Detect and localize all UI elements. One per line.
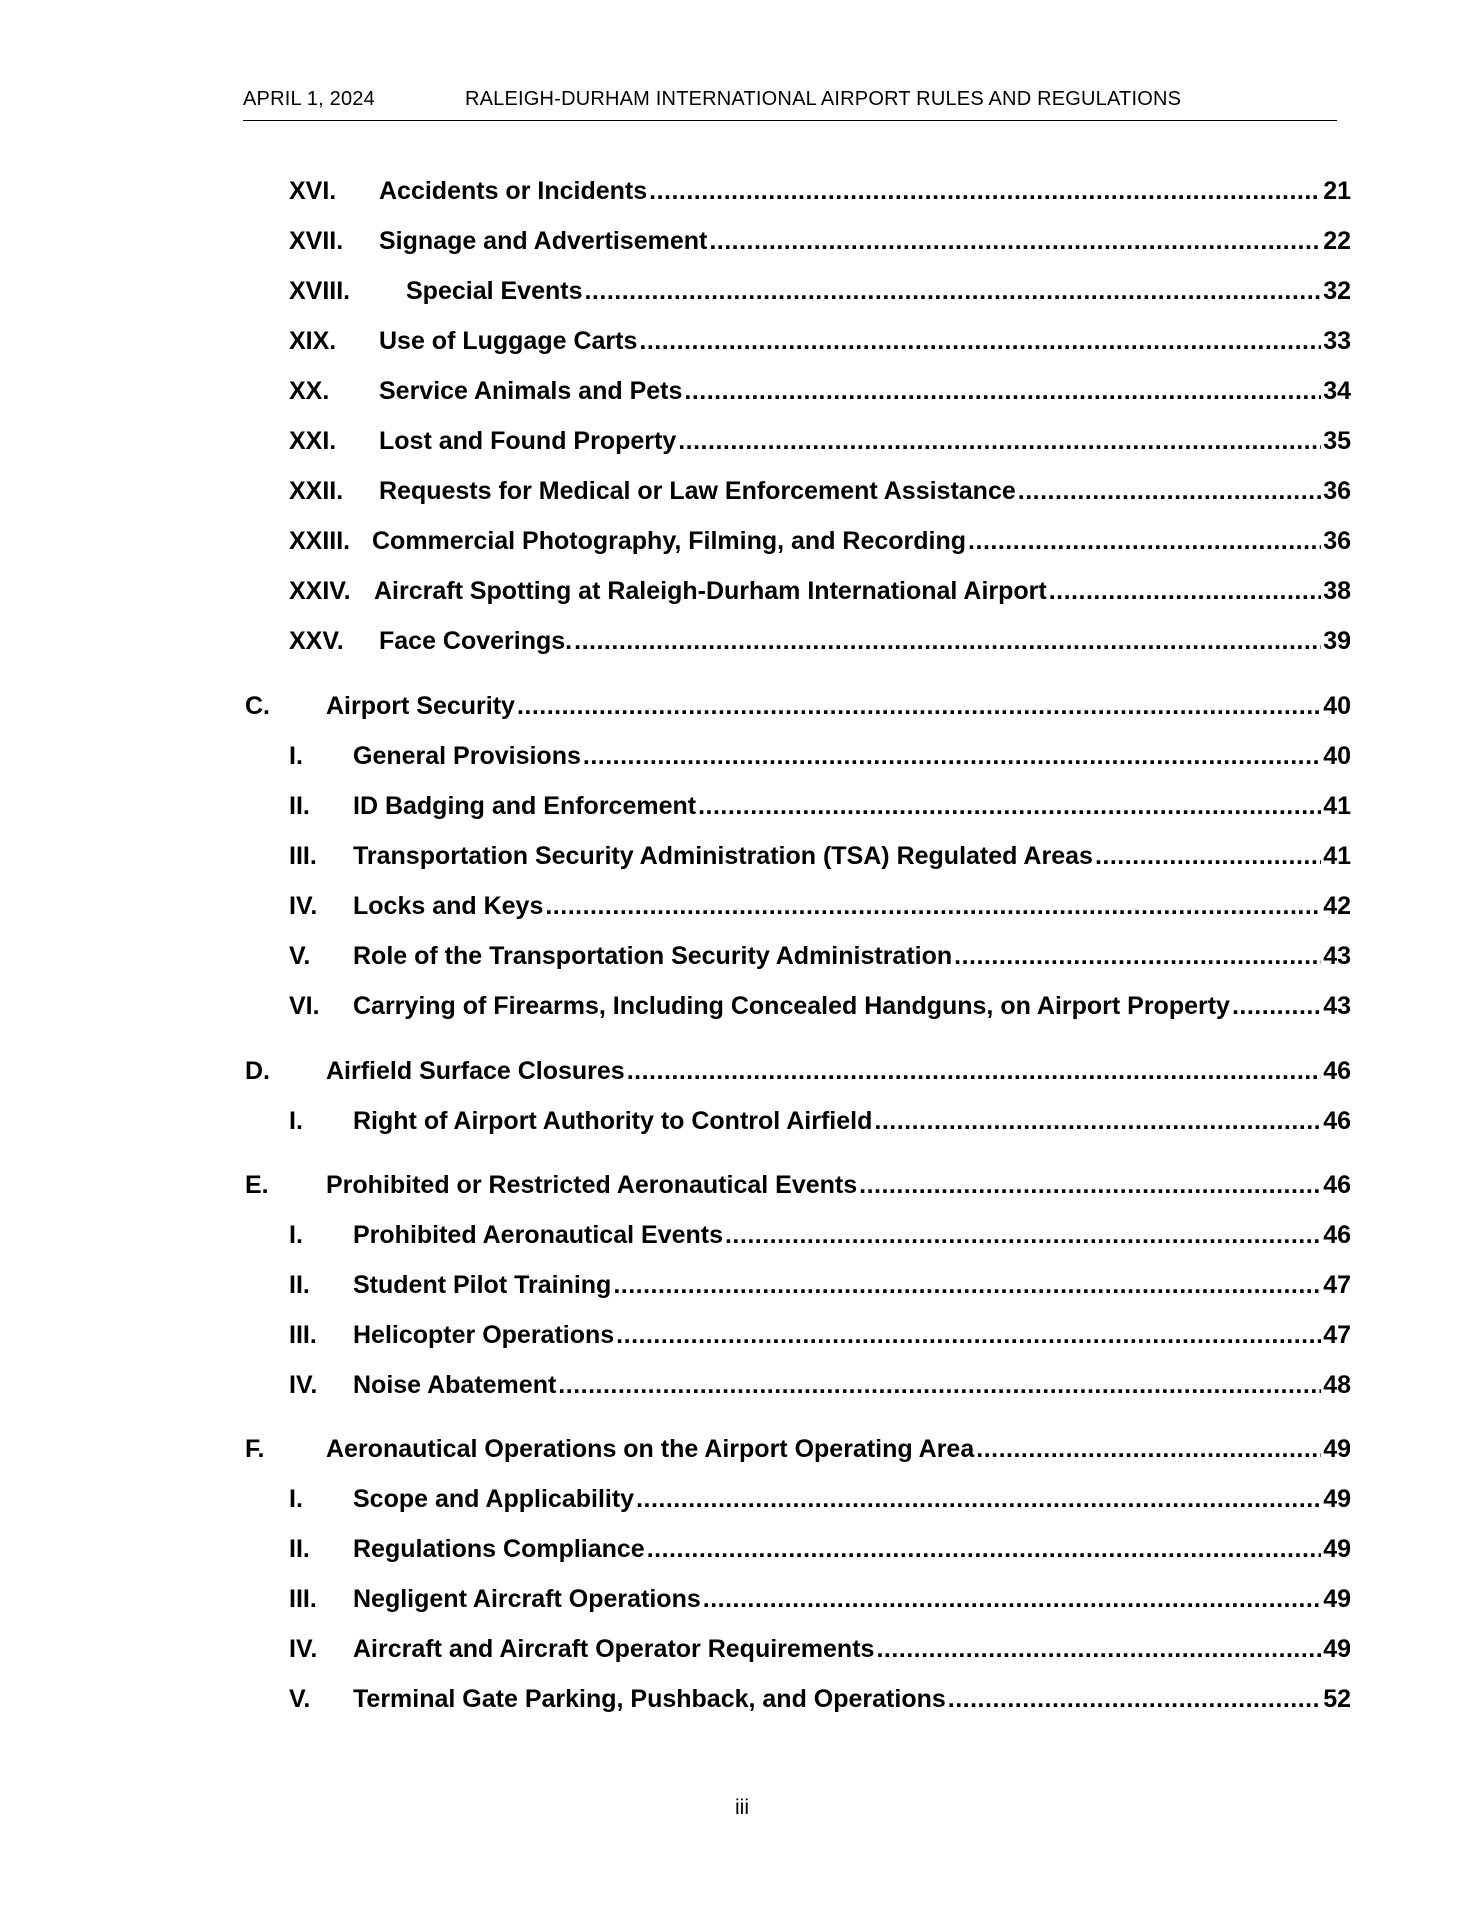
toc-section-page: 46 bbox=[1323, 1057, 1351, 1085]
toc-entry[interactable] bbox=[289, 842, 1351, 876]
dot-leader bbox=[725, 1221, 1321, 1250]
toc-entry-label: Signage and Advertisement bbox=[379, 227, 708, 255]
toc-entry[interactable] bbox=[289, 427, 1351, 461]
toc-section-letter: E. bbox=[245, 1171, 269, 1199]
dot-leader bbox=[616, 1321, 1321, 1350]
dot-leader bbox=[698, 792, 1321, 821]
dot-leader bbox=[976, 1435, 1321, 1464]
toc-entry[interactable] bbox=[289, 277, 1351, 311]
toc-entry-label: Aircraft Spotting at Raleigh-Durham International Airport bbox=[374, 577, 1047, 605]
toc-entry-label: Role of the Transportation Security Administration bbox=[353, 942, 953, 970]
dot-leader bbox=[1018, 477, 1321, 506]
toc-entry-label: Aircraft and Aircraft Operator Requirements bbox=[353, 1635, 875, 1663]
toc-entry-label: Scope and Applicability bbox=[353, 1485, 635, 1513]
dot-leader bbox=[709, 227, 1321, 256]
toc-entry-number: V. bbox=[289, 942, 311, 970]
toc-entry-page: 42 bbox=[1323, 892, 1351, 920]
toc-entry-label: Lost and Found Property bbox=[379, 427, 677, 455]
toc-entry-label: Locks and Keys bbox=[353, 892, 544, 920]
header-date: APRIL 1, 2024 bbox=[243, 88, 375, 110]
toc-entry-label: Helicopter Operations bbox=[353, 1321, 615, 1349]
toc-entry[interactable] bbox=[289, 377, 1351, 411]
toc-section-label: Airport Security bbox=[326, 692, 515, 720]
toc-section-page: 40 bbox=[1323, 692, 1351, 720]
toc-entry-page: 47 bbox=[1323, 1321, 1351, 1349]
toc-entry-number: VI. bbox=[289, 992, 320, 1020]
toc-entry-number: II. bbox=[289, 792, 310, 820]
header-title: RALEIGH-DURHAM INTERNATIONAL AIRPORT RULES AND REGULATIONS bbox=[465, 88, 1182, 110]
toc-entry-page: 21 bbox=[1323, 177, 1351, 205]
toc-section-f[interactable] bbox=[245, 1435, 1351, 1469]
toc-entry-label: Negligent Aircraft Operations bbox=[353, 1585, 701, 1613]
toc-entry-page: 49 bbox=[1323, 1535, 1351, 1563]
toc-entry-label: Right of Airport Authority to Control Airfield bbox=[353, 1107, 873, 1135]
toc-entry-label: Regulations Compliance bbox=[353, 1535, 645, 1563]
toc-entry-label: Student Pilot Training bbox=[353, 1271, 612, 1299]
toc-entry[interactable] bbox=[289, 577, 1351, 611]
toc-entry[interactable] bbox=[289, 942, 1351, 976]
dot-leader bbox=[1232, 992, 1321, 1021]
toc-entry[interactable] bbox=[289, 1585, 1351, 1619]
page-header bbox=[243, 86, 1337, 121]
toc-entry-page: 41 bbox=[1323, 792, 1351, 820]
toc-entry-number: II. bbox=[289, 1271, 310, 1299]
toc-section-letter: C. bbox=[245, 692, 270, 720]
toc-section-label: Prohibited or Restricted Aeronautical Events bbox=[326, 1171, 858, 1199]
toc-entry[interactable] bbox=[289, 1321, 1351, 1355]
toc-entry[interactable] bbox=[289, 1485, 1351, 1519]
dot-leader bbox=[584, 277, 1321, 306]
toc-entry-page: 39 bbox=[1323, 627, 1351, 655]
toc-entry-number: I. bbox=[289, 1221, 303, 1249]
toc-entry-page: 46 bbox=[1323, 1107, 1351, 1135]
toc-entry-page: 49 bbox=[1323, 1635, 1351, 1663]
toc-section-label: Aeronautical Operations on the Airport Operating Area bbox=[326, 1435, 975, 1463]
dot-leader bbox=[545, 892, 1321, 921]
toc-entry-number: I. bbox=[289, 1485, 303, 1513]
dot-leader bbox=[1095, 842, 1321, 871]
toc-entry-number: IV. bbox=[289, 1371, 318, 1399]
toc-entry-number: XXIII. bbox=[289, 527, 351, 555]
toc-entry-page: 43 bbox=[1323, 992, 1351, 1020]
dot-leader bbox=[639, 327, 1321, 356]
toc-entry-page: 52 bbox=[1323, 1685, 1351, 1713]
dot-leader bbox=[517, 692, 1321, 721]
dot-leader bbox=[1049, 577, 1321, 606]
toc-entry-label: Noise Abatement bbox=[353, 1371, 557, 1399]
toc-entry-number: XX. bbox=[289, 377, 330, 405]
toc-entry-page: 35 bbox=[1323, 427, 1351, 455]
dot-leader bbox=[574, 627, 1321, 656]
dot-leader bbox=[876, 1635, 1321, 1664]
toc-entry-page: 49 bbox=[1323, 1585, 1351, 1613]
dot-leader bbox=[647, 1535, 1321, 1564]
toc-entry-page: 48 bbox=[1323, 1371, 1351, 1399]
toc-entry-page: 43 bbox=[1323, 942, 1351, 970]
toc-entry-number: XXV. bbox=[289, 627, 344, 655]
toc-entry-label: ID Badging and Enforcement bbox=[353, 792, 697, 820]
dot-leader bbox=[859, 1171, 1321, 1200]
toc-entry-number: I. bbox=[289, 1107, 303, 1135]
toc-entry[interactable] bbox=[289, 792, 1351, 826]
toc-entry-label: Transportation Security Administration (TSA) Regulated Areas bbox=[353, 842, 1093, 870]
dot-leader bbox=[627, 1057, 1321, 1086]
toc-section-e[interactable] bbox=[245, 1171, 1351, 1205]
toc-entry-number: XVI. bbox=[289, 177, 337, 205]
toc-entry-label: Commercial Photography, Filming, and Recording bbox=[372, 527, 967, 555]
toc-entry-number: XXIV. bbox=[289, 577, 351, 605]
toc-section-c[interactable] bbox=[245, 692, 1351, 726]
dot-leader bbox=[558, 1371, 1321, 1400]
toc-entry-number: III. bbox=[289, 1321, 317, 1349]
toc-entry-label: Service Animals and Pets bbox=[379, 377, 683, 405]
toc-entry[interactable] bbox=[289, 1221, 1351, 1255]
toc-entry-label: Terminal Gate Parking, Pushback, and Operations bbox=[353, 1685, 946, 1713]
toc-entry-number: IV. bbox=[289, 892, 318, 920]
toc-entry[interactable] bbox=[289, 177, 1351, 211]
toc-entry-label: Face Coverings. bbox=[379, 627, 573, 655]
toc-entry[interactable] bbox=[289, 627, 1351, 661]
toc-entry-number: XVIII. bbox=[289, 277, 351, 305]
toc-section-page: 46 bbox=[1323, 1171, 1351, 1199]
toc-entry[interactable] bbox=[289, 1271, 1351, 1305]
toc-entry[interactable] bbox=[289, 1685, 1351, 1719]
dot-leader bbox=[874, 1107, 1321, 1136]
toc-entry[interactable] bbox=[289, 527, 1351, 561]
toc-entry-number: XXI. bbox=[289, 427, 337, 455]
toc-entry-number: IV. bbox=[289, 1635, 318, 1663]
toc-entry-page: 33 bbox=[1323, 327, 1351, 355]
toc-entry-page: 34 bbox=[1323, 377, 1351, 405]
toc-entry-label: Carrying of Firearms, Including Concealed Handguns, on Airport Property bbox=[353, 992, 1230, 1020]
toc-entry-page: 46 bbox=[1323, 1221, 1351, 1249]
dot-leader bbox=[968, 527, 1321, 556]
toc-entry-label: General Provisions bbox=[353, 742, 581, 770]
toc-entry-label: Use of Luggage Carts bbox=[379, 327, 638, 355]
dot-leader bbox=[636, 1485, 1321, 1514]
toc-entry-page: 40 bbox=[1323, 742, 1351, 770]
toc-section-letter: F. bbox=[245, 1435, 265, 1463]
toc-section-d[interactable] bbox=[245, 1057, 1351, 1091]
toc-entry[interactable] bbox=[289, 1371, 1351, 1405]
toc-entry-label: Prohibited Aeronautical Events bbox=[353, 1221, 723, 1249]
toc-entry[interactable] bbox=[289, 227, 1351, 261]
toc-entry-number: XXII. bbox=[289, 477, 344, 505]
toc-entry[interactable] bbox=[289, 1107, 1351, 1141]
toc-entry-number: III. bbox=[289, 1585, 317, 1613]
toc-entry-page: 38 bbox=[1323, 577, 1351, 605]
toc-entry-page: 32 bbox=[1323, 277, 1351, 305]
page-number: iii bbox=[735, 1796, 749, 1819]
toc-entry[interactable] bbox=[289, 892, 1351, 926]
toc-entry-number: V. bbox=[289, 1685, 311, 1713]
toc-entry-page: 47 bbox=[1323, 1271, 1351, 1299]
toc-entry-number: III. bbox=[289, 842, 317, 870]
toc-entry-page: 49 bbox=[1323, 1485, 1351, 1513]
toc-entry-label: Accidents or Incidents bbox=[379, 177, 648, 205]
dot-leader bbox=[684, 377, 1321, 406]
toc-section-label: Airfield Surface Closures bbox=[326, 1057, 625, 1085]
dot-leader bbox=[703, 1585, 1321, 1614]
dot-leader bbox=[583, 742, 1321, 771]
toc-entry-number: I. bbox=[289, 742, 303, 770]
toc-section-page: 49 bbox=[1323, 1435, 1351, 1463]
dot-leader bbox=[948, 1685, 1321, 1714]
toc-entry-label: Requests for Medical or Law Enforcement Assistance bbox=[379, 477, 1016, 505]
dot-leader bbox=[954, 942, 1321, 971]
toc-entry[interactable] bbox=[289, 742, 1351, 776]
toc-entry-page: 36 bbox=[1323, 477, 1351, 505]
dot-leader bbox=[613, 1271, 1321, 1300]
toc-entry-page: 22 bbox=[1323, 227, 1351, 255]
toc-entry[interactable] bbox=[289, 992, 1351, 1026]
toc-entry[interactable] bbox=[289, 477, 1351, 511]
dot-leader bbox=[649, 177, 1321, 206]
toc-entry[interactable] bbox=[289, 1635, 1351, 1669]
toc-entry-label: Special Events bbox=[406, 277, 583, 305]
toc-section-letter: D. bbox=[245, 1057, 270, 1085]
toc-entry[interactable] bbox=[289, 1535, 1351, 1569]
toc-entry[interactable] bbox=[289, 327, 1351, 361]
toc-entry-number: XVII. bbox=[289, 227, 344, 255]
toc-entry-page: 36 bbox=[1323, 527, 1351, 555]
toc-entry-number: XIX. bbox=[289, 327, 337, 355]
toc-entry-page: 41 bbox=[1323, 842, 1351, 870]
toc-entry-number: II. bbox=[289, 1535, 310, 1563]
dot-leader bbox=[678, 427, 1321, 456]
